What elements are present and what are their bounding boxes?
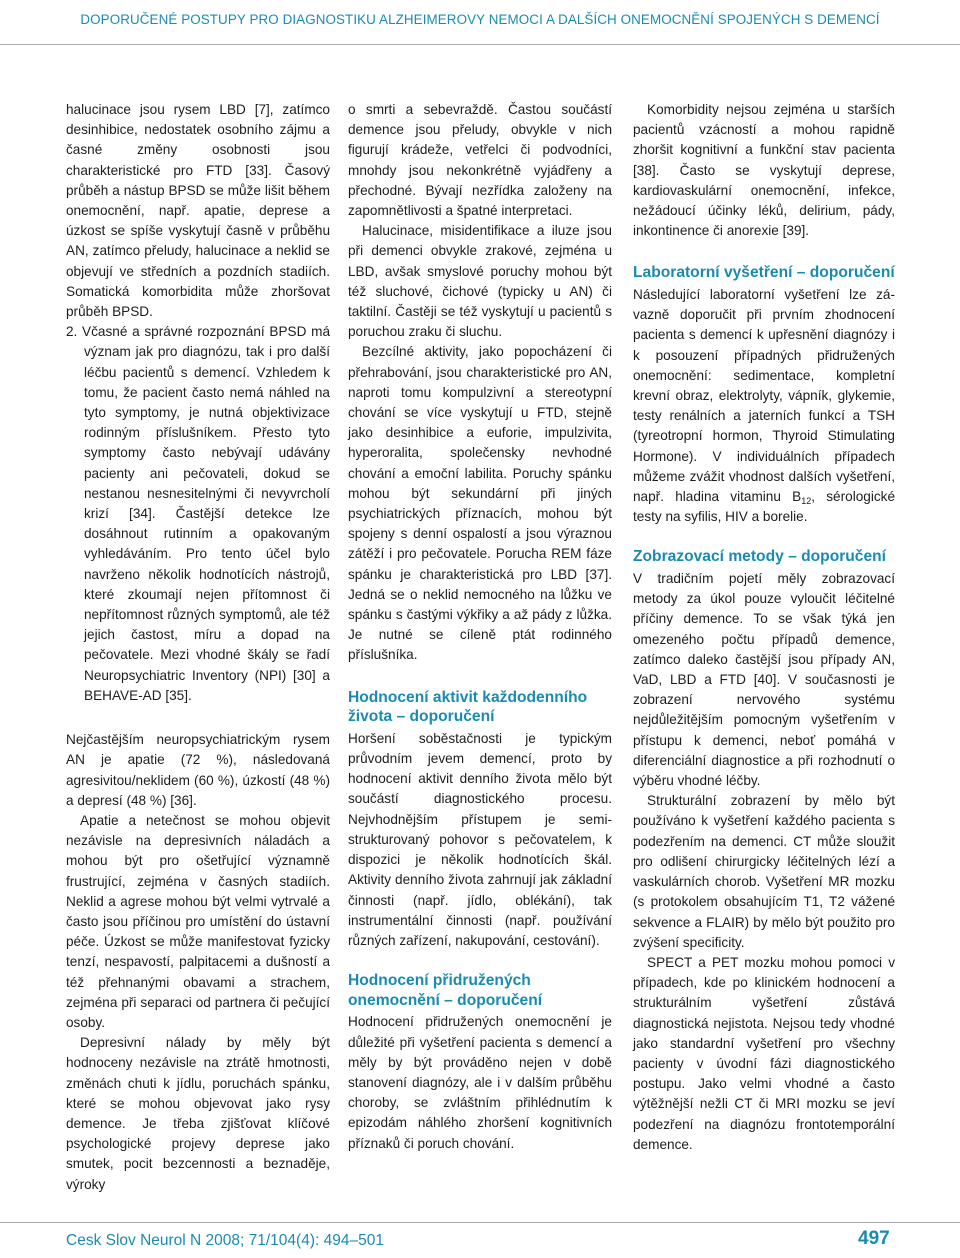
section-heading-imaging: Zobrazovací metody – doporučení: [633, 548, 887, 566]
page-number: 497: [858, 1228, 890, 1249]
column-3: [633, 100, 895, 1155]
paragraph: Halucinace, misidentifikace a iluze jsou při demenci obvykle zrakové, zejména u LBD, avšak smyslové poruchy mohou být též sluchové, čichové (typicky u AN) či taktilní. Častěji se též vyskytují u pacientů s poruchou zraku či sluchu.: [348, 223, 612, 340]
journal-citation: Cesk Slov Neurol N 2008; 71/104(4): 494–501: [66, 1232, 384, 1249]
paragraph: Depresivní nálady by měly být hodnoceny nezávisle na ztrátě hmotnosti, změnách chuti k jídlu, poruchách spánku, které se mohou objevovat jako rysy demence. Je třeba zjišťovat klíčové psychologické projevy deprese jako smutek, pocit bezcennosti a beznaděje, výroky: [66, 1035, 330, 1192]
section-heading-comorbidities: Hodnocení přidružených onemocnění – doporučení: [348, 972, 543, 1009]
paragraph: Hodnocení přidružených onemocnění je důležité při vyšetření pacienta s demencí a měly by být prováděno nejen v době stanovení diagnózy, ale i v dalším průběhu choroby, se zvláštním přihlédnutím k epizodám náhlého zhoršení kognitivních příznaků či poruch chování.: [348, 1014, 612, 1151]
running-header-title: DOPORUČENÉ POSTUPY PRO DIAGNOSTIKU ALZHEIMEROVY NEMOCI A DALŠÍCH ONEMOCNĚNÍ SPOJENÝCH S DEMENCÍ: [80, 12, 880, 27]
paragraph: Horšení soběstačnosti je typickým průvodním jevem demencí, proto by hodnocení aktivit denního života mělo být součástí diagnostického procesu. Nejvhodnějším přístupem je semi-strukturovaný pohovor s pečovatelem, k dispozici je několik hodnotících škál. Aktivity denního života zahrnují jak základní činnosti (např. jídlo, oblékání), tak instrumentální činnosti (např. používání různých zařízení, nakupování, cestování).: [348, 730, 612, 948]
paragraph: [633, 285, 895, 527]
paragraph: V tradičním pojetí měly zobrazovací metody za úkol pouze vyloučit léčitelné příčiny demence. To se však týká jen omezeného počtu případů demence, zatímco daleko častější jsou případy AN, VaD, LBD a FTD [40]. V současnosti je zobrazení nervového systému nejdůležitějším pomocným vyšetřením v přístupu k demenci, neboť pomáhá v diferenciální diagnostice a při rozhodnutí o výběru vhodné léčby.: [633, 571, 895, 789]
paragraph: Komorbidity nejsou zejména u starších pacientů vzácností a mohou rapidně zhoršit kognitivní a funkční stav pacienta [38]. Často se vyskytují deprese, kardiovaskulární onemocnění, infekce, nežádoucí účinky léků, delirium, pády, inkontinence či anorexie [39].: [633, 102, 895, 239]
paragraph: Strukturální zobrazení by mělo být používáno k vyšetření každého pacienta s podezřením na demenci. CT může sloužit pro odlišení chirurgicky léčitelných lézí a vaskulárních chorob. Vyšetření MR mozku (s protokolem obsahujícím T1, T2 vážené sekvence a FLAIR) by mělo být použito pro zvýšení specificity.: [633, 793, 895, 950]
footer-divider: [0, 1222, 960, 1223]
paragraph: Apatie a netečnost se mohou objevit nezávisle na depresivních náladách a mohou být pro ošetřující významně frustrující, zejména v časných stadiích. Neklid a agrese mohou být velmi vytrvalé a často jsou příčinou pro umístění do ústavní péče. Úzkost se může manifestovat fyzicky tenzí, nespavostí, palpitacemi a dušností a též přehnanými obavami a strachem, zejména při separaci od partnera či pečující osoby.: [66, 812, 330, 1030]
paragraph: Nejčastějším neuropsychiatrickým rysem AN je apatie (72 %), následovaná agresivitou/neklidem (60 %), úzkostí (48 %) a depresí (48 %) [36].: [66, 732, 330, 808]
paragraph-text: Následující laboratorní vyšetření lze závazně doporučit při prvním zhodnocení pacienta s demencí k upřesnění diagnózy i k posouzení případných přidružených onemocnění: sedimentace, kompletní krevní obraz, elektrolyty, vápník, glykemie, testy renálních a jaterních funkcí a TSH (tyreotropní hormon, Thyroid Stimulating Hormone). V individuálních případech můžeme zvážit vhodnost dalších vyšetření, např. hladina vitaminu B: [633, 287, 895, 505]
paragraph: Bezcílné aktivity, jako popocházení či přehrabování, jsou charakteristické pro AN, naproti tomu kompulzivní a stereotypní chování se více vyskytují u FTD, stejně jako desinhibice a euforie, impulzivita, hyperoralita, společensky nevhodné chování a emoční labilita. Poruchy spánku mohou být sekundární při jiných psychiatrických příznacích, mohou být spojeny s denní ospalostí a jsou výraznou zátěží i pro pečovatele. Porucha REM fáze spánku je charakteristická pro LBD [37]. Jedná se o neklid nemocného na lůžku ve spánku s častými výkřiky a až pády z lůžka. Je nutné se cíleně ptát rodinného příslušníka.: [348, 344, 612, 663]
paragraph: o smrti a sebevraždě. Častou součástí demence jsou přeludy, obvykle v nich figurují krádeže, vetřelci či podvodníci, mnohdy jsou nekonkrétně vyjádřeny a přechodné. Bývají nezřídka založeny na zapomnětlivosti a špatné interpretaci.: [348, 102, 612, 219]
column-2: [348, 100, 612, 1154]
subscript: 12: [801, 496, 812, 507]
paragraph-text: , sérologické testy na syfilis, HIV a borelie.: [633, 489, 896, 525]
paragraph: halucinace jsou rysem LBD [7], zatímco desinhibice, nedostatek osobního zájmu a časné změny osobnosti jsou charakteristické pro FTD [33]. Časový průběh a nástup BPSD se může lišit během onemocnění, např. apatie, deprese a úzkost se spíše vyskytují časně v průběhu AN, zatímco přeludy, halucinace a neklid se objevují ve středních a pozdních stadiích. Somatická komorbidita může zhoršovat průběh BPSD.: [66, 102, 330, 320]
section-heading-adl: Hodnocení aktivit každodenního života – doporučení: [348, 688, 588, 726]
section-heading-laboratory: Laboratorní vyšetření – doporučení: [633, 264, 895, 282]
paragraph: SPECT a PET mozku mohou pomoci v případech, kde po klinickém hodnocení a strukturálním vyšetření zůstává diagnostická nejistota. Nejsou tedy vhodné jako standardní vyšetření pro všechny pacienty v úvodní fázi diagnostického postupu. Jako velmi vhodné a často výtěžnější nežli CT či MRI mozku se jeví podezření na diagnózu frontotemporální demence.: [633, 954, 895, 1152]
running-header: [0, 0, 960, 45]
numbered-paragraph: 2. Včasné a správné rozpoznání BPSD má význam jak pro diagnózu, tak i pro další léčbu pacientů s demencí. Vzhledem k tomu, že pacient často nemá náhled na tyto symptomy, je nutná objektivizace rodinným příslušníkem. Přesto tyto symptomy často nebývají udávány pacienty ani pečovateli, dokud se nestanou nesnesitelnými či nevyvrcholí krizí [34]. Častější detekce lze dosáhnout rutinním a opakovaným vyhledáváním. Pro tento účel bylo navrženo několik hodnotících nástrojů, které zkoumají nejen přítomnost či nepřítomnost různých symptomů, ale též jejich častost, míru a dopad na pečovatele. Mezi vhodné škály se řadí Neuropsychiatric Inventory (NPI) [30] a BEHAVE-AD [35].: [66, 324, 330, 703]
column-1: [66, 100, 330, 1195]
